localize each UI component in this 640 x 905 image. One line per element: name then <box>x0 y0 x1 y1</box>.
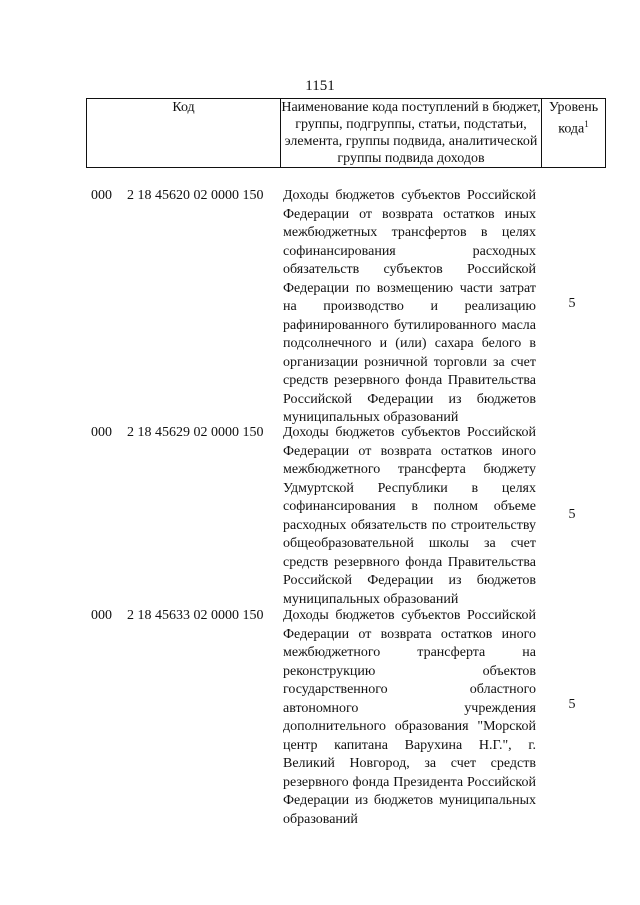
income-description: Доходы бюджетов субъектов Российской Федерации от возврата остатков иного межбюджетного трансферта на реконструкцию объектов государственного областного автономного учреждения дополнительного образования "Морской центр капитана Варухина Н.Г.", г. Великий Новгород, за счет средств резервного фонда Президента Российской Федерации из бюджетов муниципальных образований <box>283 608 536 827</box>
code-level: 5 <box>568 507 576 522</box>
footnote-marker: 1 <box>584 119 589 129</box>
income-description: Доходы бюджетов субъектов Российской Федерации от возврата остатков иного межбюджетного трансферта бюджету Удмуртской Республики в целях софинансирования в полном объеме расходных обязательств по строительству общеобразовательной школы за счет средств резервного фонда Правительства Российской Федерации из бюджетов муниципальных образований <box>283 425 536 607</box>
income-description: Доходы бюджетов субъектов Российской Федерации от возврата остатков иных межбюджетных трансфертов в целях софинансирования расходных обязательств субъектов Российской Федерации по возмещению части затрат на производство и реализацию рафинированного бутилированного масла подсолнечного и (или) сахара белого в организации розничной торговли за счет средств резервного фонда Правительства Российской Федерации из бюджетов муниципальных образований <box>283 188 536 425</box>
code-prefix: 000 <box>91 608 112 623</box>
column-header-code: Код <box>87 99 281 168</box>
code-prefix: 000 <box>91 188 112 203</box>
income-code: 2 18 45629 02 0000 150 <box>127 425 264 440</box>
table-header <box>86 98 606 168</box>
code-level: 5 <box>568 697 576 712</box>
page-number: 1151 <box>305 78 335 94</box>
column-header-level <box>542 99 606 168</box>
income-code: 2 18 45633 02 0000 150 <box>127 608 264 623</box>
code-level: 5 <box>568 296 576 311</box>
column-header-level-label: Уровень кода <box>548 100 599 137</box>
column-header-name: Наименование кода поступлений в бюджет, группы, подгруппы, статьи, подстатьи, элемента, группы подвида, аналитической группы подвида доходов <box>281 100 541 166</box>
code-prefix: 000 <box>91 425 112 440</box>
income-code: 2 18 45620 02 0000 150 <box>127 188 264 203</box>
